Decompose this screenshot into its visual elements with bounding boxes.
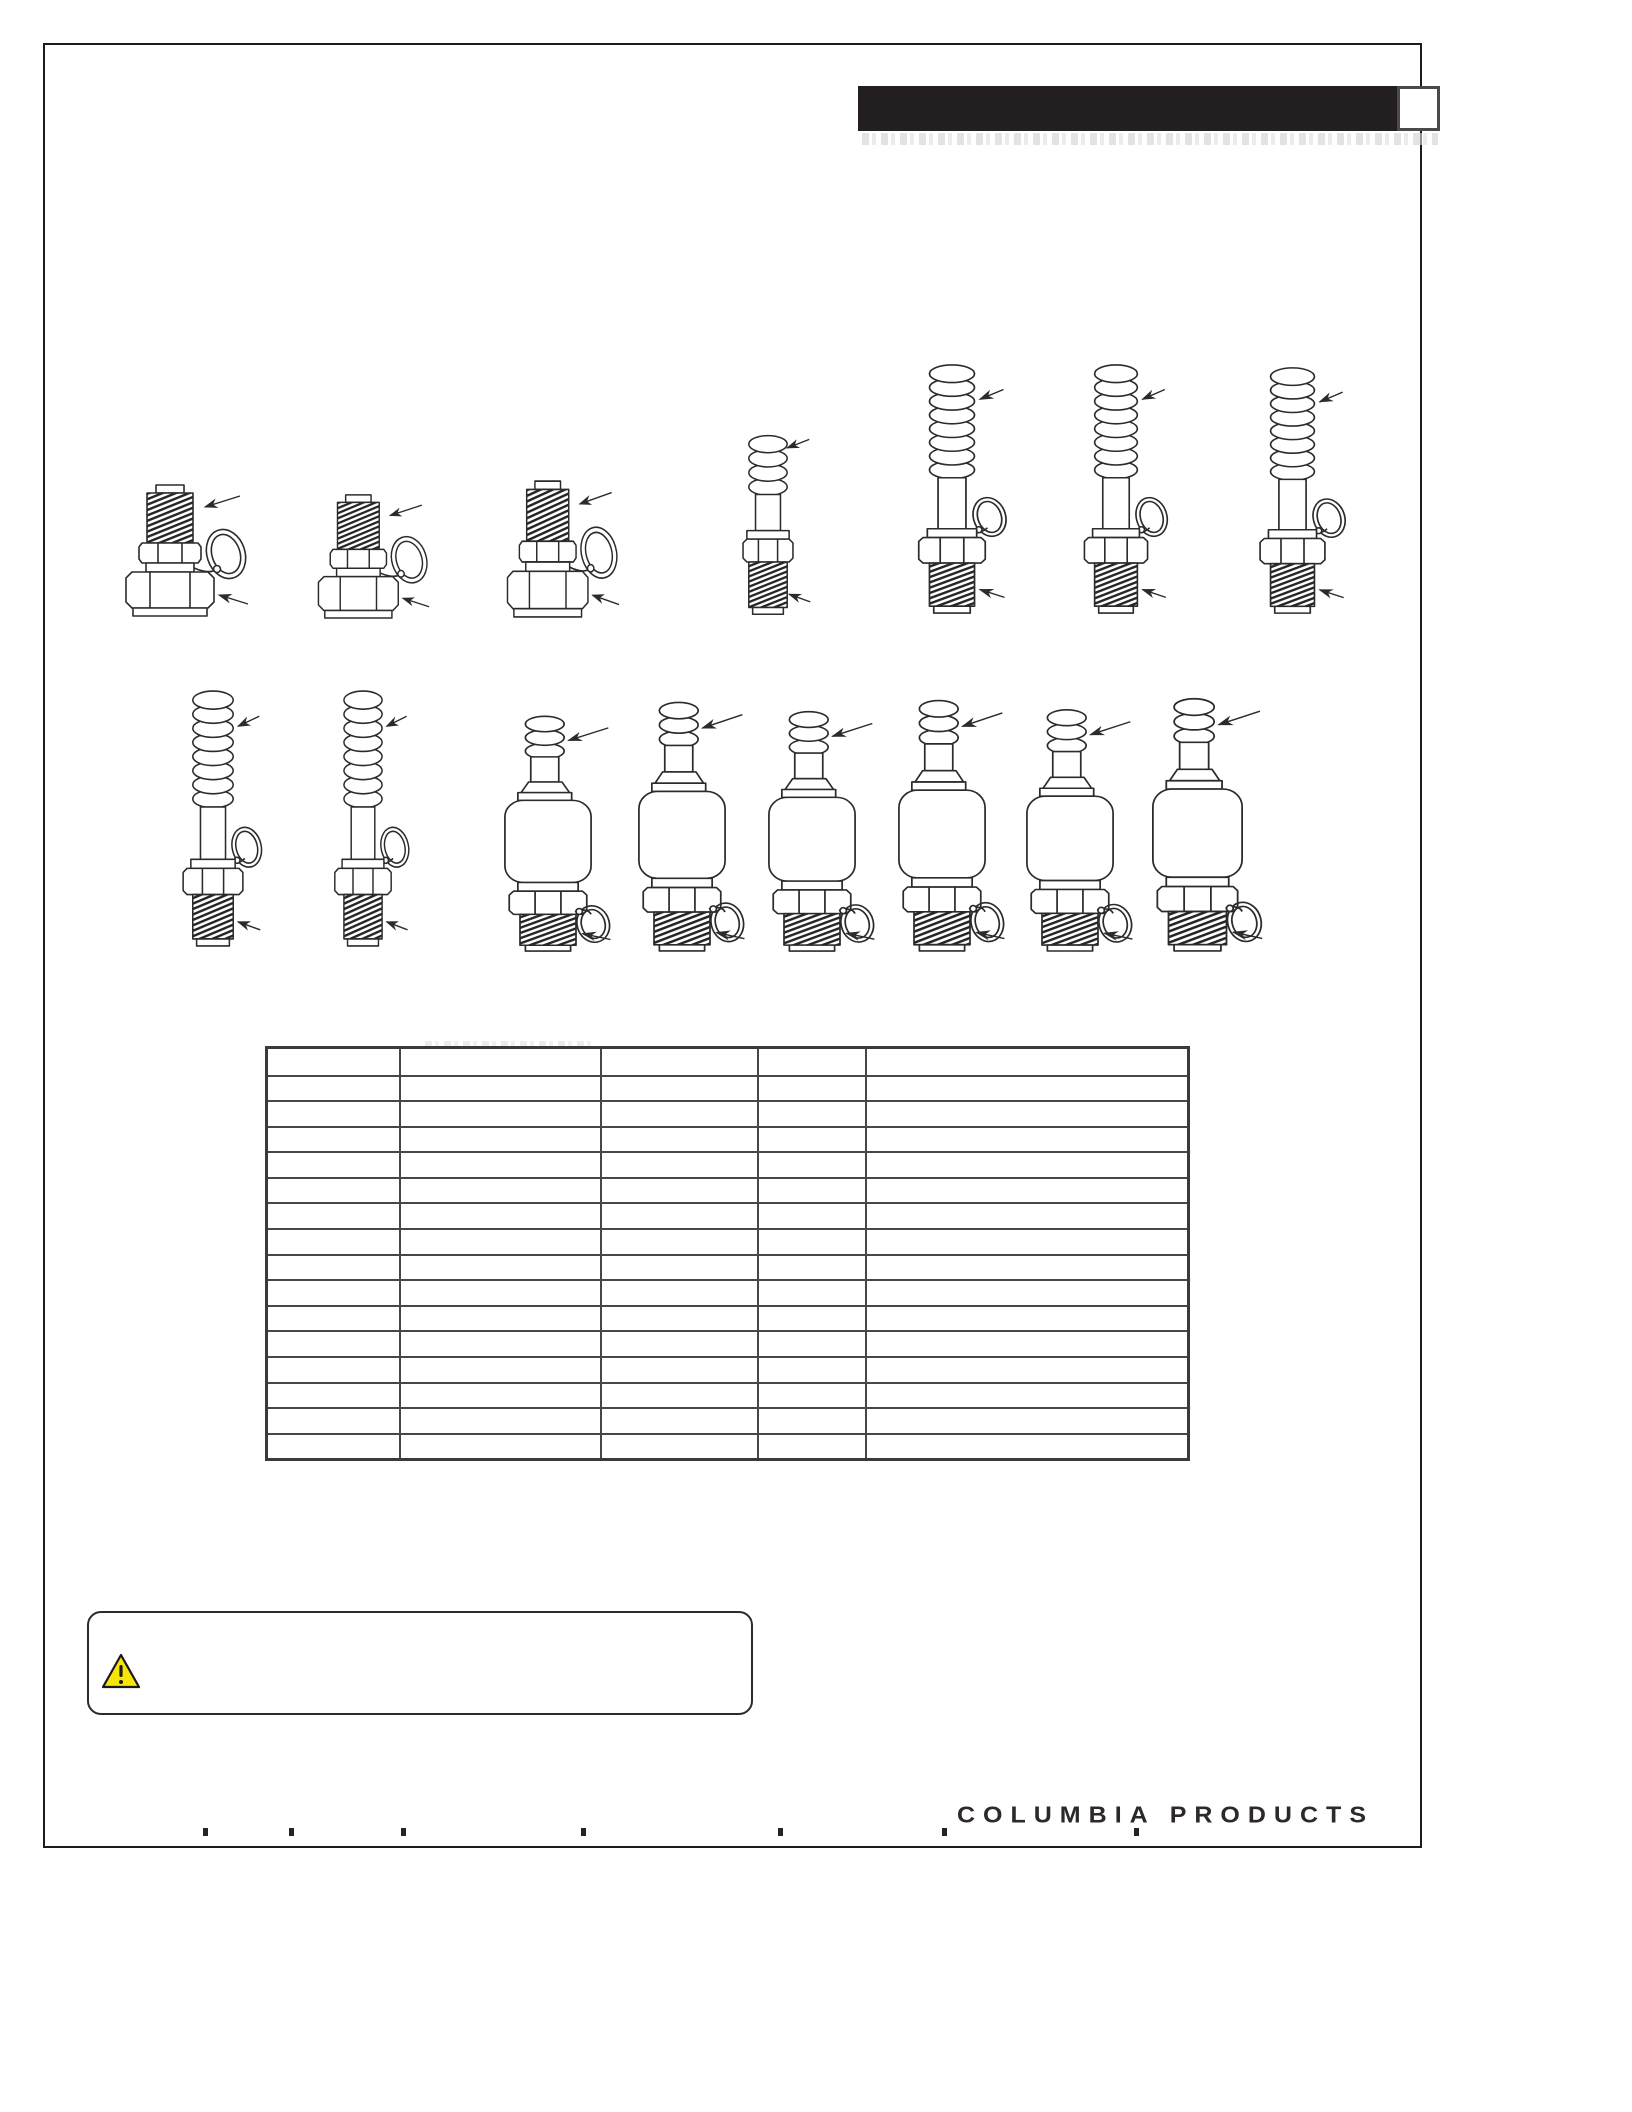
table-cell	[866, 1076, 1189, 1102]
table-cell	[400, 1076, 601, 1102]
table-row	[267, 1434, 1189, 1460]
table-cell	[267, 1331, 400, 1357]
table-header-cell	[601, 1048, 758, 1076]
table-cell	[758, 1434, 866, 1460]
table-cell	[758, 1306, 866, 1332]
table-row	[267, 1203, 1189, 1229]
table-row	[267, 1127, 1189, 1153]
table-row	[267, 1076, 1189, 1102]
footer-tick	[778, 1828, 783, 1836]
table-cell	[267, 1152, 400, 1178]
brand-logo-text: COLUMBIA PRODUCTS	[956, 1802, 1374, 1828]
table-row	[267, 1306, 1189, 1332]
table-cell	[400, 1357, 601, 1383]
table-row	[267, 1152, 1189, 1178]
table-cell	[758, 1178, 866, 1204]
table-cell	[758, 1255, 866, 1281]
fitting-diagram-swivel-barb-fitting-ring-14	[1000, 690, 1140, 953]
footer-tick	[1134, 1828, 1139, 1836]
table-row	[267, 1280, 1189, 1306]
document-page	[43, 43, 1422, 1848]
table-cell	[758, 1101, 866, 1127]
table-header-cell	[866, 1048, 1189, 1076]
table-cell	[758, 1383, 866, 1409]
table-cell	[601, 1383, 758, 1409]
header-bar-end-box	[1397, 86, 1440, 131]
table-cell	[400, 1331, 601, 1357]
table-header-cell	[400, 1048, 601, 1076]
fittings-diagram-layer	[45, 45, 1420, 1846]
fitting-diagram-long-hose-barb-adapter-ring-9	[313, 688, 413, 950]
table-cell	[267, 1203, 400, 1229]
table-cell	[866, 1101, 1189, 1127]
table-cell	[866, 1152, 1189, 1178]
table-cell	[866, 1229, 1189, 1255]
table-cell	[866, 1306, 1189, 1332]
table-cell	[400, 1178, 601, 1204]
table-cell	[267, 1434, 400, 1460]
table-cell	[866, 1383, 1189, 1409]
table-cell	[601, 1280, 758, 1306]
table-cell	[601, 1178, 758, 1204]
table-cell	[601, 1306, 758, 1332]
table-cell	[400, 1280, 601, 1306]
table-cell	[267, 1127, 400, 1153]
table-cell	[866, 1434, 1189, 1460]
table-cell	[758, 1203, 866, 1229]
footer-tick	[581, 1828, 586, 1836]
table-cell	[267, 1408, 400, 1434]
fitting-diagram-long-hose-barb-adapter-ring-5	[893, 362, 1011, 617]
table-row	[267, 1357, 1189, 1383]
table-cell	[866, 1280, 1189, 1306]
table-cell	[601, 1203, 758, 1229]
table-cell	[601, 1152, 758, 1178]
table-cell	[267, 1229, 400, 1255]
table-cell	[601, 1255, 758, 1281]
parts-table	[265, 1046, 1190, 1461]
table-row	[267, 1178, 1189, 1204]
table-row	[267, 1383, 1189, 1409]
table-cell	[267, 1178, 400, 1204]
table-header-cell	[267, 1048, 400, 1076]
table-cell	[758, 1127, 866, 1153]
warning-box	[87, 1611, 753, 1715]
fitting-diagram-swivel-barb-fitting-ring-15	[1125, 678, 1270, 953]
table-cell	[400, 1203, 601, 1229]
table-cell	[601, 1076, 758, 1102]
table-cell	[267, 1383, 400, 1409]
table-cell	[267, 1255, 400, 1281]
table-cell	[758, 1280, 866, 1306]
table-row	[267, 1229, 1189, 1255]
table-cell	[866, 1331, 1189, 1357]
fitting-diagram-swivel-barb-fitting-ring-13	[872, 680, 1012, 953]
fitting-diagram-swivel-barb-fitting-ring-12	[742, 692, 882, 953]
table-header-row	[267, 1048, 1189, 1076]
table-cell	[400, 1101, 601, 1127]
table-cell	[866, 1127, 1189, 1153]
table-header-cell	[758, 1048, 866, 1076]
fitting-diagram-short-hose-barb-adapter-4	[720, 428, 816, 618]
table-cell	[400, 1255, 601, 1281]
table-cell	[267, 1306, 400, 1332]
fitting-diagram-swivel-barb-fitting-ring-11	[612, 682, 752, 953]
table-cell	[601, 1434, 758, 1460]
table-cell	[601, 1408, 758, 1434]
footer-tick	[401, 1828, 406, 1836]
table-cell	[758, 1076, 866, 1102]
table-cell	[866, 1178, 1189, 1204]
fitting-diagram-hex-coupler-with-plug-and-ring-3	[502, 478, 630, 618]
table-cell	[866, 1408, 1189, 1434]
table-head	[267, 1048, 1189, 1076]
table-cell	[400, 1434, 601, 1460]
fitting-diagram-hex-coupler-with-plug-and-ring-2	[313, 492, 440, 619]
table-cell	[758, 1229, 866, 1255]
table-cell	[267, 1280, 400, 1306]
table-cell	[267, 1101, 400, 1127]
table-cell	[601, 1357, 758, 1383]
footer-tick	[942, 1828, 947, 1836]
table-row	[267, 1331, 1189, 1357]
table-cell	[400, 1383, 601, 1409]
fitting-diagram-long-hose-barb-adapter-ring-7	[1235, 365, 1350, 617]
table-cell	[758, 1408, 866, 1434]
table-cell	[267, 1076, 400, 1102]
table-cell	[601, 1331, 758, 1357]
footer-tick	[289, 1828, 294, 1836]
fitting-diagram-swivel-barb-fitting-ring-10	[478, 697, 618, 953]
fitting-diagram-long-hose-barb-adapter-ring-8	[160, 688, 266, 950]
table-row	[267, 1408, 1189, 1434]
table-cell	[400, 1229, 601, 1255]
table-cell	[400, 1408, 601, 1434]
fitting-diagram-hex-coupler-with-plug-and-ring-1	[120, 482, 260, 617]
warning-triangle-icon	[101, 1653, 141, 1690]
fitting-diagram-long-hose-barb-adapter-ring-6	[1060, 362, 1172, 617]
table-cell	[400, 1152, 601, 1178]
table-cell	[601, 1101, 758, 1127]
table-cell	[400, 1127, 601, 1153]
table-cell	[758, 1152, 866, 1178]
table-cell	[866, 1203, 1189, 1229]
table-cell	[601, 1127, 758, 1153]
footer-tick	[203, 1828, 208, 1836]
table-cell	[866, 1357, 1189, 1383]
table-cell	[267, 1357, 400, 1383]
table-cell	[601, 1229, 758, 1255]
table-row	[267, 1255, 1189, 1281]
table-cell	[400, 1306, 601, 1332]
table-cell	[866, 1255, 1189, 1281]
table-cell	[758, 1357, 866, 1383]
table-cell	[758, 1331, 866, 1357]
table-row	[267, 1101, 1189, 1127]
table-body	[267, 1076, 1189, 1460]
